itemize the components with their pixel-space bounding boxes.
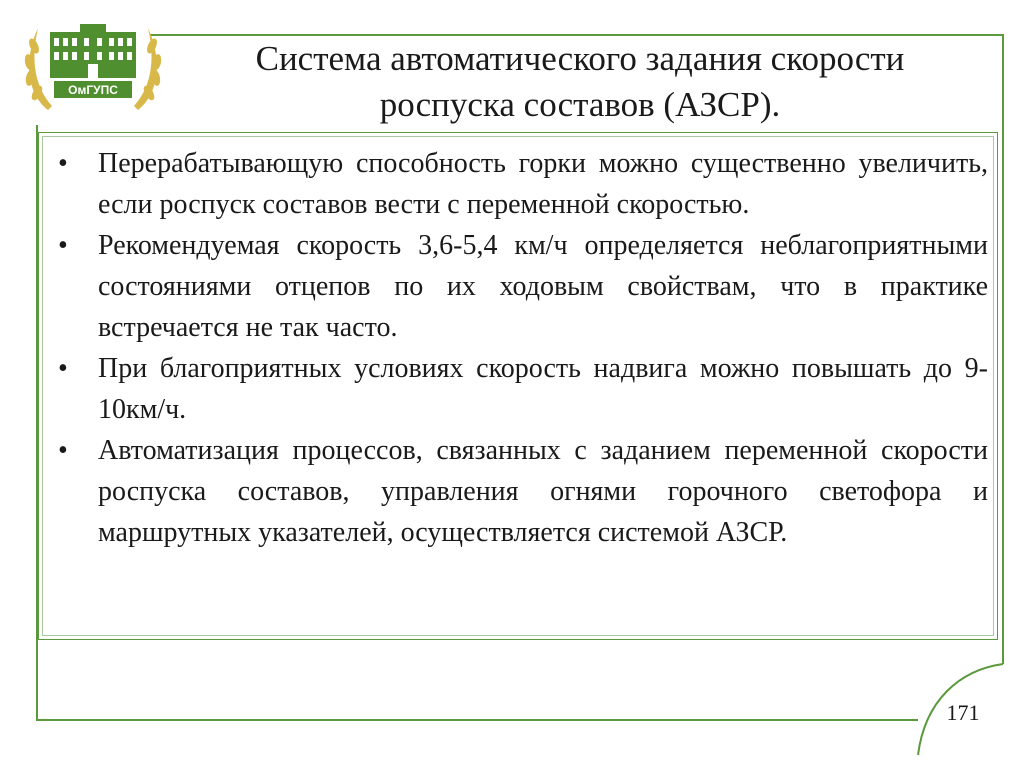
slide-title-line-2: роспуска составов (АЗСР). [379, 85, 781, 124]
page-number: 171 [946, 700, 980, 725]
bullet-marker: • [58, 148, 68, 179]
bullet-text: При благоприятных условиях скорость надвига можно повышать до 9-10км/ч. [98, 353, 988, 425]
building-icon [50, 24, 136, 78]
bullet-item [58, 348, 988, 430]
frame-line-right [1002, 34, 1004, 664]
slide-title-line-1: Система автоматического задания скорости [255, 39, 905, 78]
bullet-list [58, 143, 988, 553]
bullet-item [58, 430, 988, 553]
bullet-text: Автоматизация процессов, связанных с заданием переменной скорости роспуска составов, управления огнями горочного светофора и маршрутных указателей, осуществляется системой АЗСР. [98, 435, 988, 548]
bullet-text: Рекомендуемая скорость 3,6-5,4 км/ч определяется неблагоприятными состояниями отцепов по их ходовым свойствам, что в практике встречается не так часто. [98, 230, 988, 343]
bullet-text: Перерабатывающую способность горки можно существенно увеличить, если роспуск составов вести с переменной скоростью. [98, 148, 988, 220]
frame-line-bottom [36, 719, 918, 721]
bullet-item [58, 225, 988, 348]
bullet-marker: • [58, 353, 68, 384]
slide-title [180, 36, 980, 128]
bullet-marker: • [58, 435, 68, 466]
bullet-marker: • [58, 230, 68, 261]
university-building-laurel-logo [18, 18, 168, 118]
bullet-item [58, 143, 988, 225]
logo-text: ОмГУПС [68, 83, 118, 97]
